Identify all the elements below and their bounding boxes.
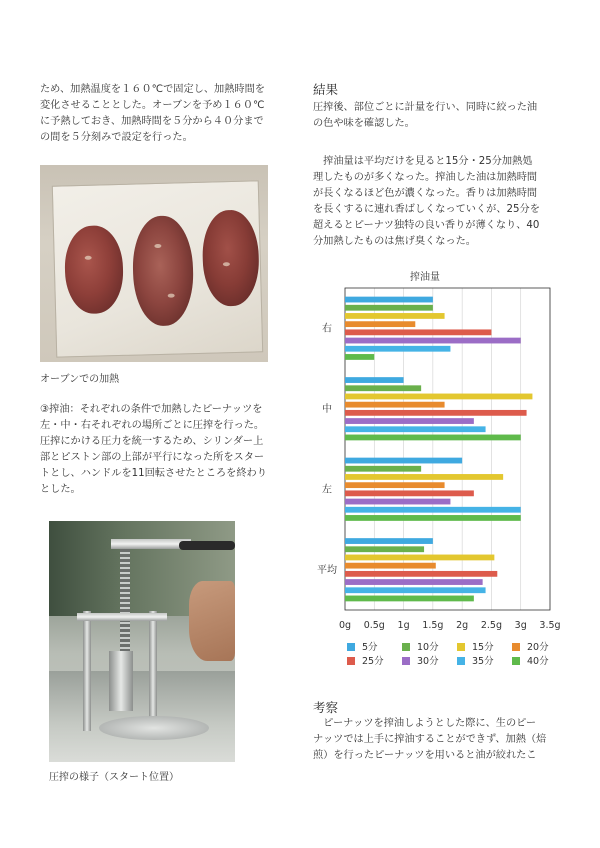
bar <box>345 458 462 464</box>
bar <box>345 385 421 391</box>
peanut-pile-middle <box>132 215 195 327</box>
bar <box>345 297 433 303</box>
category-label: 左 <box>322 484 332 496</box>
bar <box>345 579 483 585</box>
press-base-plate <box>99 716 209 740</box>
legend-swatch <box>457 643 465 651</box>
chart-grid <box>345 288 550 610</box>
discussion-paragraph: ピーナッツを搾油しようとした際に、生のピー ナッツでは上手に搾油することができず、加熱（焙 煎）を行ったピーナッツを用いると油が絞れたこ <box>313 718 547 761</box>
bar <box>345 402 445 408</box>
operator-hand <box>189 581 235 661</box>
peanut-pile-right <box>201 209 259 306</box>
press-rod-left <box>83 611 91 731</box>
bar <box>345 555 494 561</box>
legend-label: 35分 <box>472 656 494 667</box>
legend-swatch <box>512 657 520 665</box>
x-tick-label: 0g <box>338 620 352 631</box>
category-labels <box>317 322 337 576</box>
results-paragraph-1: 圧搾後、部位ごとに計量を行い、同時に絞った油 の色や味を確認した。 <box>313 102 538 129</box>
oven-heating-photo <box>40 165 268 362</box>
legend-swatch <box>457 657 465 665</box>
x-tick-label: 1g <box>397 620 410 631</box>
bar <box>345 377 404 383</box>
results-heading: 結果 <box>313 82 339 97</box>
photo2-caption: 圧搾の様子（スタート位置） <box>49 772 179 783</box>
press-rod-right <box>149 611 157 731</box>
legend-swatch <box>512 643 520 651</box>
legend-label: 30分 <box>417 656 439 667</box>
baking-tray <box>52 180 263 357</box>
bar <box>345 418 474 424</box>
bar <box>345 499 450 505</box>
chart-title: 搾油量 <box>410 272 440 283</box>
bar <box>345 346 450 352</box>
legend-label: 20分 <box>527 642 549 653</box>
x-tick-label: 0.5g <box>363 620 385 631</box>
bar <box>345 563 436 569</box>
bar <box>345 571 497 577</box>
bar <box>345 587 486 593</box>
discussion-heading: 考察 <box>313 700 339 715</box>
bar <box>345 538 433 544</box>
bar <box>345 354 374 360</box>
press-cylinder <box>109 651 133 711</box>
bar <box>345 515 521 521</box>
legend-label: 40分 <box>527 656 549 667</box>
bar <box>345 435 521 441</box>
chart-bars <box>345 297 532 602</box>
press-photo <box>49 521 235 762</box>
bar <box>345 305 433 311</box>
photo1-caption: オーブンでの加熱 <box>40 374 120 385</box>
oil-yield-chart <box>305 280 575 690</box>
bar <box>345 313 445 319</box>
press-mid-bar <box>77 613 167 621</box>
bar <box>345 338 521 344</box>
x-tick-label: 2.5g <box>480 620 502 631</box>
press-handle <box>179 541 235 550</box>
legend-swatch <box>402 643 410 651</box>
x-tick-label: 3.5g <box>539 620 561 631</box>
press-paragraph: ③搾油：それぞれの条件で加熱したピーナッツを 左・中・右それぞれの場所ごとに圧搾を行った。 圧搾にかける圧力を統一するため、シリンダー上 部とピストン部の上部が平行になった所をスター トとし、ハンドルを11回転させたところを終わり とした。 <box>40 404 267 495</box>
category-label: 右 <box>322 323 332 335</box>
chart-legend <box>347 641 549 667</box>
bar <box>345 596 474 602</box>
bar <box>345 474 503 480</box>
category-label: 平均 <box>317 564 337 576</box>
bar <box>345 482 445 488</box>
legend-label: 10分 <box>417 642 439 653</box>
x-tick-label: 2g <box>456 620 469 631</box>
peanut-pile-left <box>64 225 124 314</box>
category-label: 中 <box>322 403 332 415</box>
plot-frame <box>345 288 550 610</box>
legend-swatch <box>347 643 355 651</box>
x-tick-label: 3g <box>514 620 527 631</box>
results-paragraph-2: 搾油量は平均だけを見ると15分・25分加熱処 理したものが多くなった。搾油した油は加熱時間 が長くなるほど色が濃くなった。香りは加熱時間 を長くするに連れ香ばしくなっていくが、25分を 超えるとピーナツ独特の良い香りが薄くなり、40 分加熱したものは焦げ臭くなった。 <box>313 156 540 247</box>
bar <box>345 321 415 327</box>
bar <box>345 546 424 552</box>
legend-swatch <box>347 657 355 665</box>
bar <box>345 394 532 400</box>
x-tick-labels <box>339 620 561 631</box>
legend-label: 5分 <box>362 642 378 653</box>
bar <box>345 410 527 416</box>
legend-swatch <box>402 657 410 665</box>
bar <box>345 490 474 496</box>
bar <box>345 426 486 432</box>
intro-paragraph: ため、加熱温度を１６０℃で固定し、加熱時間を 変化させることとした。オーブンを予め１６０℃ に予熱しておき、加熱時間を５分から４０分まで の間を５分刻みで設定を行った。 <box>40 84 265 143</box>
bar <box>345 466 421 472</box>
x-tick-label: 1.5g <box>422 620 444 631</box>
bar <box>345 329 491 335</box>
legend-label: 25分 <box>362 656 384 667</box>
legend-label: 15分 <box>472 642 494 653</box>
bar <box>345 507 521 513</box>
